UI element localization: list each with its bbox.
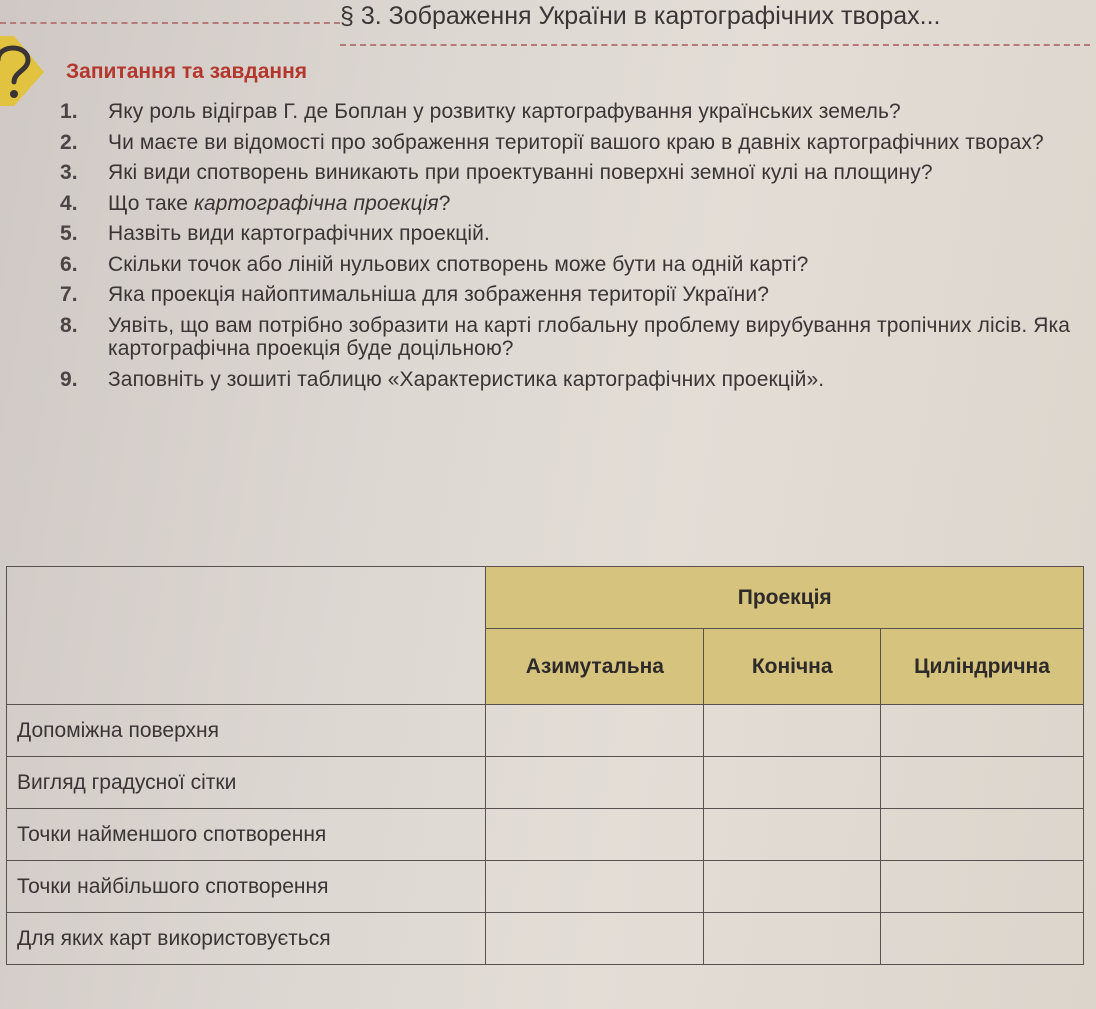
question-item bbox=[60, 161, 1088, 185]
question-text-before: Що таке bbox=[108, 191, 194, 215]
column-header-cylindrical: Циліндрична bbox=[881, 629, 1084, 705]
question-text: Скільки точок або ліній нульових спотворень може бути на одній карті? bbox=[108, 252, 809, 276]
question-number: 2. bbox=[60, 130, 78, 154]
question-item bbox=[60, 131, 1088, 155]
question-text: Чи маєте ви відомості про зображення території вашого краю в давніх картографічних творах? bbox=[108, 130, 1044, 154]
table-cell bbox=[486, 757, 704, 809]
table-cell bbox=[881, 913, 1084, 965]
question-text: Яка проекція найоптимальніша для зображення території України? bbox=[108, 283, 769, 306]
table-cell bbox=[486, 861, 704, 913]
table-cell bbox=[486, 913, 704, 965]
question-number: 9. bbox=[60, 367, 78, 391]
question-text: Назвіть види картографічних проекцій. bbox=[108, 222, 490, 245]
column-header-conic: Конічна bbox=[704, 629, 881, 705]
question-text: Яку роль відіграв Г. де Боплан у розвитку картографування українських земель? bbox=[108, 100, 901, 123]
question-item bbox=[60, 192, 1088, 216]
question-text: Які види спотворень виникають при проектуванні поверхні земної кулі на площину? bbox=[108, 161, 933, 184]
table-cell bbox=[704, 861, 881, 913]
question-mark-icon bbox=[0, 34, 52, 106]
table-group-header: Проекція bbox=[486, 567, 1084, 629]
table-row bbox=[7, 861, 1084, 913]
table-row bbox=[7, 757, 1084, 809]
section-title: Запитання та завдання bbox=[66, 60, 308, 83]
row-label: Допоміжна поверхня bbox=[7, 705, 486, 757]
question-number: 7. bbox=[60, 283, 78, 306]
table-corner-cell bbox=[7, 567, 486, 705]
table-row bbox=[7, 913, 1084, 965]
question-item bbox=[60, 368, 1088, 392]
question-text: Заповніть у зошиті таблицю «Характеристика картографічних проекцій». bbox=[108, 367, 825, 391]
table-cell bbox=[881, 809, 1084, 861]
row-label: Точки найменшого спотворення bbox=[7, 809, 486, 861]
question-number: 6. bbox=[60, 252, 78, 276]
row-label: Для яких карт використовується bbox=[7, 913, 486, 965]
table-cell bbox=[704, 705, 881, 757]
question-item bbox=[60, 314, 1088, 361]
question-text: Уявіть, що вам потрібно зобразити на карті глобальну проблему вирубування тропічних лісів. Яка картографічна проекція буде доцільною? bbox=[108, 313, 1071, 360]
table-row bbox=[7, 705, 1084, 757]
question-number: 4. bbox=[60, 191, 78, 215]
question-text-after: ? bbox=[438, 191, 451, 215]
running-title: § 3. Зображення України в картографічних творах... bbox=[340, 2, 941, 30]
row-label: Точки найбільшого спотворення bbox=[7, 861, 486, 913]
question-number: 5. bbox=[60, 222, 78, 245]
question-item bbox=[60, 283, 1088, 307]
question-item bbox=[60, 222, 1088, 246]
question-number: 3. bbox=[60, 161, 78, 184]
question-number: 8. bbox=[60, 313, 78, 337]
table-row bbox=[7, 809, 1084, 861]
table-cell bbox=[704, 809, 881, 861]
questions-list bbox=[60, 100, 1088, 398]
table-cell bbox=[486, 809, 704, 861]
question-item bbox=[60, 100, 1088, 124]
table-cell bbox=[704, 913, 881, 965]
table-cell bbox=[486, 705, 704, 757]
column-header-azimuthal: Азимутальна bbox=[486, 629, 704, 705]
question-item bbox=[60, 253, 1088, 277]
table-cell bbox=[704, 757, 881, 809]
question-term-italic: картографічна проекція bbox=[194, 191, 439, 215]
header-divider-bottom bbox=[340, 44, 1090, 46]
header-divider bbox=[0, 22, 340, 24]
table-cell bbox=[881, 705, 1084, 757]
table-cell bbox=[881, 861, 1084, 913]
question-number: 1. bbox=[60, 100, 78, 123]
table-cell bbox=[881, 757, 1084, 809]
projection-table bbox=[6, 566, 1084, 965]
row-label: Вигляд градусної сітки bbox=[7, 757, 486, 809]
